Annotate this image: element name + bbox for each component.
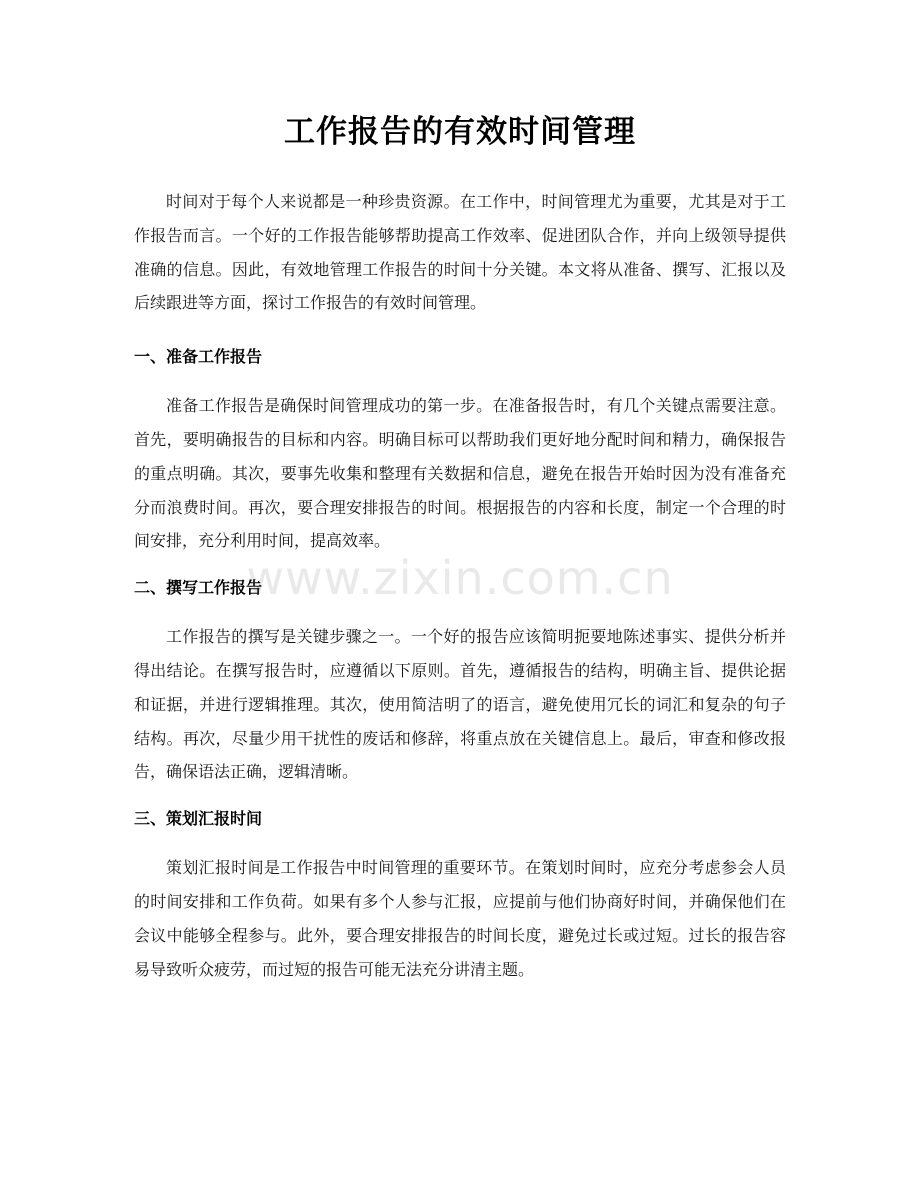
section-heading-prepare: 一、准备工作报告: [134, 347, 263, 367]
section-body-prepare: 准备工作报告是确保时间管理成功的第一步。在准备报告时，有几个关键点需要注意。首先，要明确报告的目标和内容。明确目标可以帮助我们更好地分配时间和精力，确保报告的重点明确。其次，要事先收集和整理有关数据和信息，避免在报告开始时因为没有准备充分而浪费时间。再次，要合理安排报告的时间。根据报告的内容和长度，制定一个合理的时间安排，充分利用时间，提高效率。: [134, 396, 786, 551]
section-body-write: 工作报告的撰写是关键步骤之一。一个好的报告应该简明扼要地陈述事实、提供分析并得出结论。在撰写报告时，应遵循以下原则。首先，遵循报告的结构，明确主旨、提供论据和证据，并进行逻辑推理。其次，使用简洁明了的语言，避免使用冗长的词汇和复杂的句子结构。再次，尽量少用干扰性的废话和修辞，将重点放在关键信息上。最后，审查和修改报告，确保语法正确，逻辑清晰。: [134, 627, 786, 782]
section-heading-write: 二、撰写工作报告: [134, 578, 263, 598]
watermark: www.zixin.com.cn: [246, 551, 674, 605]
section-body-schedule: 策划汇报时间是工作报告中时间管理的重要环节。在策划时间时，应充分考虑参会人员的时间安排和工作负荷。如果有多个人参与汇报，应提前与他们协商好时间，并确保他们在会议中能够全程参与。此外，要合理安排报告的时间长度，避免过长或过短。过长的报告容易导致听众疲劳，而过短的报告可能无法充分讲清主题。: [134, 858, 786, 979]
intro-paragraph: 时间对于每个人来说都是一种珍贵资源。在工作中，时间管理尤为重要，尤其是对于工作报告而言。一个好的工作报告能够帮助提高工作效率、促进团队合作，并向上级领导提供准确的信息。因此，有效地管理工作报告的时间十分关键。本文将从准备、撰写、汇报以及后续跟进等方面，探讨工作报告的有效时间管理。: [134, 192, 786, 313]
section-heading-schedule: 三、策划汇报时间: [134, 809, 263, 829]
document-title: 工作报告的有效时间管理: [284, 114, 636, 150]
